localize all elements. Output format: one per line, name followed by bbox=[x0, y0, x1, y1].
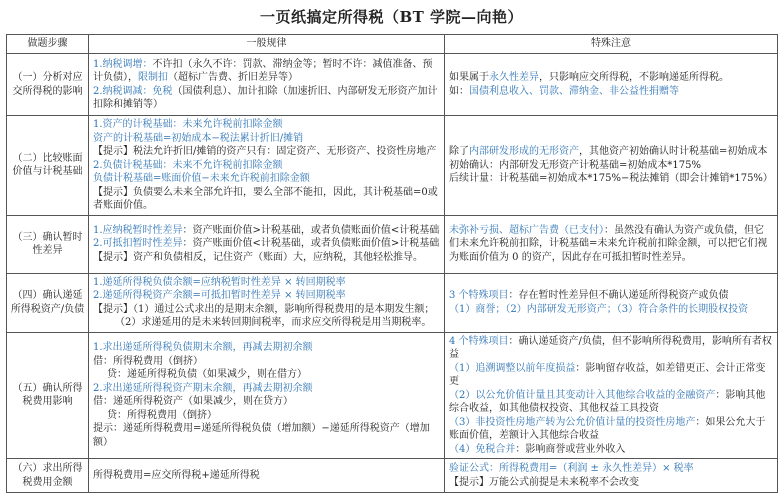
text-segment: （超标广告费、折旧差异等） bbox=[168, 72, 298, 83]
text-line bbox=[93, 237, 440, 251]
text-segment: 如： bbox=[449, 85, 469, 97]
text-line bbox=[449, 303, 773, 317]
header-row bbox=[7, 35, 778, 54]
general-rule-cell bbox=[89, 54, 445, 116]
text-segment: ：影响其他综合收益，如其他债权投资、其他权益工具投资 bbox=[449, 389, 766, 414]
text-segment: 借：递延所得税资产（如果减少，则在贷方） bbox=[93, 396, 293, 408]
text-segment: 贷：递延所得税负债（如果减少，则在借方） bbox=[107, 369, 307, 381]
step-cell: （二）比较账面价值与计税基础 bbox=[7, 116, 89, 216]
text-segment: 初始确认：内部研发无形资产计税基础=初始成本*175% bbox=[449, 159, 701, 171]
text-segment: 2.纳税调减： bbox=[93, 85, 153, 97]
step-cell: （五）确认所得税费用影响 bbox=[7, 332, 89, 459]
text-segment: 1.求出递延所得税负债期末余额，再减去期初余额 bbox=[93, 342, 313, 354]
text-line bbox=[93, 409, 440, 423]
text-segment: 初始确认时计税基础=初始成本 bbox=[629, 146, 768, 157]
general-rule-cell bbox=[89, 332, 445, 459]
text-segment: ，只影响应交所得税，不影响递延所得税。 bbox=[539, 72, 729, 83]
text-segment: ：资产账面价值>计税基础，或者负债账面价值<计税基础 bbox=[182, 224, 440, 236]
step-cell: （一）分析对应交所得税的影响 bbox=[7, 54, 89, 116]
text-line bbox=[93, 395, 440, 409]
table-row bbox=[7, 459, 778, 493]
text-segment: 【提示】资产和负债相反，记住资产（账面）大，应纳税，其他轻松推导。 bbox=[93, 251, 423, 263]
text-line bbox=[93, 172, 440, 186]
text-segment: ：虽然没有确认为资产或负债，但它们未来允许税前扣除，计税基础=未来允许税前扣除金额，可以把它们视为账面价值为 0 的资产，因此存在可抵扣暂时性差异。 bbox=[449, 224, 768, 263]
text-line bbox=[449, 145, 773, 159]
text-segment: 【提示】负债要么未来全部允许扣，要么全部不能扣，因此，其计税基础=0或者账面价值。 bbox=[93, 186, 438, 211]
text-segment: 1.纳税调增： bbox=[93, 58, 153, 70]
text-line bbox=[93, 469, 440, 483]
text-segment: 1.应纳税暂时性差异 bbox=[93, 224, 183, 236]
text-segment: ：如果公允大于账面价值，差额计入其他综合收益 bbox=[449, 416, 766, 441]
text-segment: 4 个特殊项目 bbox=[449, 335, 509, 347]
text-line bbox=[93, 341, 440, 355]
text-line bbox=[93, 289, 440, 303]
text-line bbox=[93, 382, 440, 396]
special-note-cell bbox=[445, 54, 778, 116]
text-line bbox=[449, 462, 773, 476]
text-line bbox=[449, 416, 773, 443]
text-segment: 资产的计税基础=初始成本−税法累计折旧/摊销 bbox=[93, 132, 304, 144]
text-line bbox=[93, 224, 440, 238]
text-line bbox=[93, 251, 440, 265]
text-line bbox=[93, 422, 440, 449]
text-line bbox=[449, 335, 773, 362]
text-line bbox=[449, 159, 773, 173]
text-line bbox=[449, 172, 773, 186]
text-line bbox=[93, 276, 440, 290]
text-segment: 借：所得税费用（倒挤） bbox=[93, 355, 203, 367]
text-line bbox=[449, 389, 773, 416]
text-line bbox=[449, 443, 773, 457]
text-segment: 验证公式：所得税费用=（利润 ± 永久性差异）× 税率 bbox=[449, 463, 694, 474]
general-rule-cell bbox=[89, 273, 445, 332]
text-segment: 【提示】（1）通过公式求出的是期末余额，影响所得税费用的是本期发生额； bbox=[93, 303, 435, 315]
text-line bbox=[449, 362, 773, 389]
text-line bbox=[449, 71, 773, 85]
text-segment: 2.负债计税基础：未来不允许税前扣除金额 bbox=[93, 159, 283, 171]
text-segment: 内部研发形成的无形资产 bbox=[469, 146, 579, 157]
income-tax-summary-table bbox=[6, 34, 778, 493]
text-segment: （1）追溯调整以前年度损益 bbox=[449, 362, 576, 374]
text-line bbox=[93, 368, 440, 382]
table-row bbox=[7, 215, 778, 273]
text-line bbox=[93, 303, 440, 317]
step-cell: （三）确认暂时性差异 bbox=[7, 215, 89, 273]
general-rule-cell bbox=[89, 459, 445, 493]
text-segment: 国债利息收入、罚款、滞纳金、非公益性捐赠等 bbox=[469, 85, 679, 97]
text-line bbox=[93, 159, 440, 173]
table-body bbox=[7, 54, 778, 493]
text-line bbox=[449, 289, 773, 303]
step-cell: （四）确认递延所得税资产/负债 bbox=[7, 273, 89, 332]
text-line bbox=[93, 355, 440, 369]
text-segment: ，其他资产 bbox=[579, 146, 629, 157]
text-segment: （1）商誉；（2）内部研发无形资产；（3）符合条件的长期股权投资 bbox=[449, 303, 749, 315]
text-segment: 不许扣（永久不许：罚款、滞纳金等；暂时不许：减值准备、预计负债）， bbox=[93, 58, 433, 83]
text-segment: （国债利息）、加计扣除（加速折旧、内部研发无形资产加计扣除和摊销等） bbox=[93, 85, 438, 110]
text-segment: ：确认递延资产/负债，但不影响所得税费用，影响所有者权益 bbox=[449, 335, 772, 360]
header-special: 特殊注意 bbox=[445, 35, 778, 54]
text-segment: 贷：所得税费用（倒挤） bbox=[107, 409, 217, 421]
text-line bbox=[93, 316, 440, 330]
table-row bbox=[7, 332, 778, 459]
text-line bbox=[449, 224, 773, 265]
text-segment: （4）免税合并 bbox=[449, 443, 516, 455]
text-segment: 永久性差异 bbox=[489, 72, 539, 83]
text-segment: ：影响留存收益，如差错更正、会计正常变更 bbox=[449, 362, 766, 387]
text-segment: （3）非投资性房地产转为公允价值计量的投资性房地产 bbox=[449, 416, 696, 428]
general-rule-cell bbox=[89, 116, 445, 216]
text-line bbox=[93, 118, 440, 132]
text-segment: ：影响商誉或营业外收入 bbox=[515, 443, 626, 455]
text-segment: 限制扣 bbox=[138, 72, 168, 83]
text-segment: 2.求出递延所得税资产期末余额，再减去期初余额 bbox=[93, 382, 313, 394]
special-note-cell bbox=[445, 459, 778, 493]
text-line bbox=[93, 85, 440, 112]
text-segment: 【提示】万能公式前提是未来税率不会改变 bbox=[449, 476, 639, 488]
text-segment: 【提示】税法允许折旧/摊销的资产只有：固定资产、无形资产、投资性房地产 bbox=[93, 146, 437, 157]
text-line bbox=[93, 132, 440, 146]
text-segment: 1.资产的计税基础：未来允许税前扣除金额 bbox=[93, 119, 283, 130]
text-line bbox=[449, 476, 773, 490]
text-segment: 免税 bbox=[152, 85, 173, 97]
text-line bbox=[93, 145, 440, 159]
text-segment: 后续计量：计税基础=初始成本*175%−税法摊销（即会计摊销*175%） bbox=[449, 173, 773, 184]
table-row bbox=[7, 54, 778, 116]
general-rule-cell bbox=[89, 215, 445, 273]
text-segment: 1.递延所得税负债余额=应纳税暂时性差异 × 转回期税率 bbox=[93, 276, 346, 288]
special-note-cell bbox=[445, 332, 778, 459]
text-line bbox=[93, 58, 440, 85]
special-note-cell bbox=[445, 116, 778, 216]
text-segment: ：资产账面价值<计税基础，或者负债账面价值>计税基础 bbox=[182, 238, 440, 250]
text-segment: （2）求递延用的是未来转回期间税率，而求应交所得税是用当期税率。 bbox=[115, 317, 432, 328]
text-segment: 2.可抵扣暂时性差异 bbox=[93, 238, 183, 250]
text-segment: 3 个特殊项目 bbox=[449, 290, 509, 301]
text-segment: 所得税费用=应交所得税+递延所得税 bbox=[93, 469, 260, 481]
text-segment: 负债计税基础=账面价值−未来允许税前扣除金额 bbox=[93, 173, 310, 184]
special-note-cell bbox=[445, 273, 778, 332]
text-segment: 除了 bbox=[449, 146, 469, 157]
text-segment: 提示：递延所得税费用=递延所得税负债（增加额）−递延所得税资产（增加额） bbox=[93, 423, 430, 448]
step-cell: （六）求出所得税费用金额 bbox=[7, 459, 89, 493]
special-note-cell bbox=[445, 215, 778, 273]
text-segment: （2）以公允价值计量且其变动计入其他综合收益的金融资产 bbox=[449, 389, 716, 401]
header-general: 一般规律 bbox=[89, 35, 445, 54]
table-row bbox=[7, 116, 778, 216]
text-segment: 未弥补亏损、超标广告费（已支付） bbox=[449, 224, 604, 236]
text-line bbox=[449, 85, 773, 99]
text-segment: 2.递延所得税资产余额=可抵扣暂时性差异 × 转回期税率 bbox=[93, 290, 346, 301]
text-segment: 如果属于 bbox=[449, 72, 489, 83]
page-title: 一页纸搞定所得税（BT 学院—向艳） bbox=[259, 8, 524, 26]
text-line bbox=[93, 186, 440, 213]
header-step: 做题步骤 bbox=[7, 35, 89, 54]
text-segment: ：存在暂时性差异但不确认递延所得税资产或负债 bbox=[508, 290, 729, 301]
table-row bbox=[7, 273, 778, 332]
